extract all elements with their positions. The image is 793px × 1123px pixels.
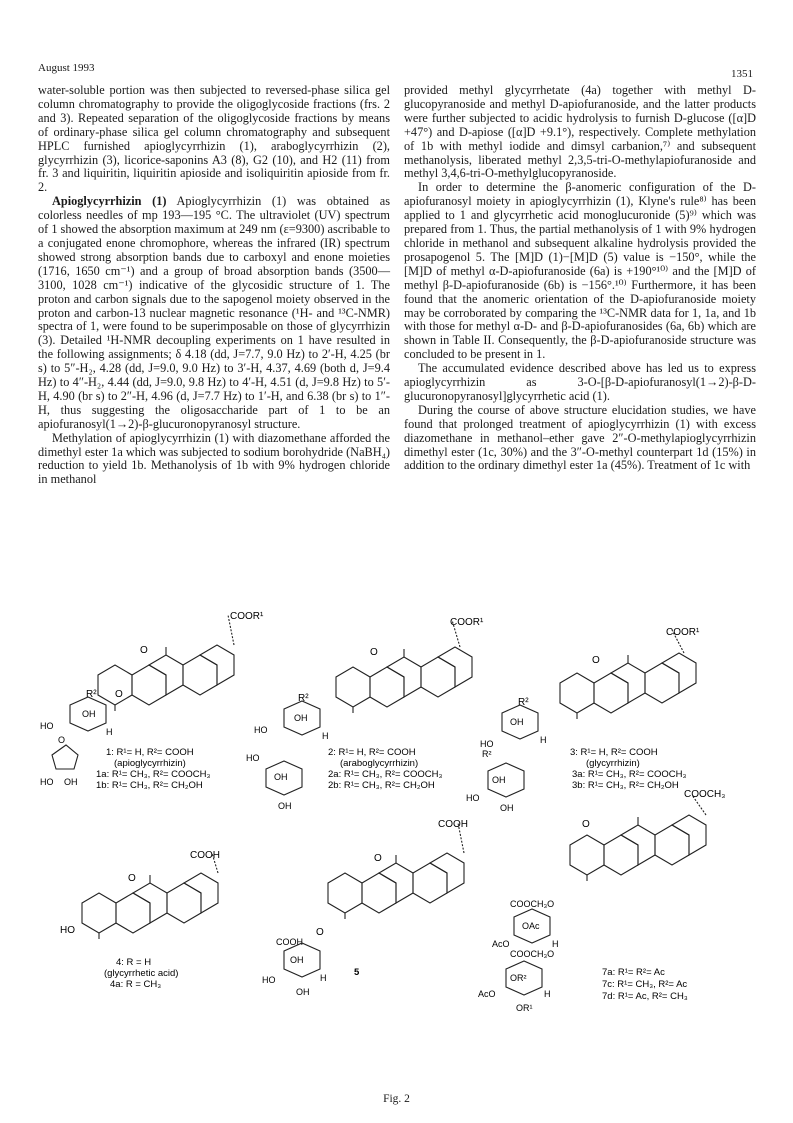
paragraph: water-soluble portion was then subjected to reversed-phase silica gel column chromatography to provide the oligoglycoside fractions (frs. 2 and 3). Repeated separation of the oligoglycoside fractions by means of ordinary-phase silica gel column chromatography and subsequent HPLC furnished apioglycyrrhizin (1), araboglycyrrhizin (2), glycyrrhizin (3), licorice-saponins A3 (8), G2 (10), and H2 (11) from fr. 3 and liquiritin, liquiritin apioside and isoliquiritin apioside from fr. 2. (38, 83, 390, 195)
paragraph: Methylation of apioglycyrrhizin (1) with diazomethane afforded the dimethyl ester 1a which was subjected to sodium borohydride (NaBH₄) reduction to yield 1b. Methanolysis of 1b with 9% hydrogen chloride in methanol (38, 430, 390, 487)
figure-structures (40, 605, 760, 1085)
right-column (404, 84, 756, 473)
atom-label: O (374, 853, 382, 864)
compound-label: 5 (354, 967, 360, 978)
atom-label: COOCH₃O (510, 899, 555, 909)
atom-label: O (58, 735, 66, 745)
structure-compound-2 (246, 617, 484, 811)
section-heading: Apioglycyrrhizin (1) (52, 194, 167, 209)
compound-label: 7a: R¹= R²= Ac (602, 967, 665, 978)
page-number: 1351 (731, 68, 753, 80)
atom-label: HO (254, 725, 268, 735)
compound-name: (glycyrrhizin) (586, 758, 640, 769)
atom-label: OH (294, 713, 308, 723)
substituent-label: COOR¹ (666, 627, 700, 638)
atom-label: H (544, 989, 551, 999)
atom-label: H (540, 735, 547, 745)
atom-label: HO (40, 721, 54, 731)
compound-label: 1b: R¹= CH₃, R²= CH₂OH (96, 780, 203, 791)
structure-compound-3 (466, 627, 700, 813)
atom-label: HO (262, 975, 276, 985)
compound-label: 2: R¹= H, R²= COOH (328, 747, 416, 758)
compound-label: 1a: R¹= CH₃, R²= COOCH₃ (96, 769, 211, 780)
atom-label: O (140, 645, 148, 656)
substituent-label: COOH (190, 850, 220, 861)
left-column (38, 84, 390, 487)
structure-compound-4 (60, 850, 220, 990)
atom-label: O (592, 655, 600, 666)
compound-label: 3b: R¹= CH₃, R²= CH₂OH (572, 780, 679, 791)
substituent-label: COOCH₃ (684, 789, 726, 800)
atom-label: R² (86, 689, 97, 700)
atom-label: HO (60, 925, 75, 936)
compound-label: 2b: R¹= CH₃, R²= CH₂OH (328, 780, 435, 791)
atom-label: OH (296, 987, 310, 997)
atom-label: OR¹ (516, 1003, 533, 1013)
paragraph: In order to determine the β-anomeric configuration of the D-apiofuranosyl moiety in apioglycyrrhizin (1), Klyne's rule⁸⁾ has been applied to 1 and glycyrrhetic acid monoglucuronide (5)⁹⁾ which was prepared from 1. Thus, the partial methanolysis of 1 with 9% hydrogen chloride in methanol and subsequent alkaline hydrolysis provided the prosapogenol 5. The [M]D (1)−[M]D (5) value is −150°, while the [M]D of methyl α-D-apiofuranoside (6a) is +190°¹⁰⁾ and the [M]D of methyl β-D-apiofuranoside (6b) is −156°.¹⁰⁾ Furthermore, it has been found that the anomeric orientation of the D-apiofuranoside moiety may be corroborated by comparing the ¹³C-NMR data for 1, 1a, and 1b with those for methyl α-D- and β-D-apiofuranosides (6a, 6b) which are shown in Table II. Consequently, the β-D-apiofuranoside structure was concluded to be present in 1. (404, 180, 756, 362)
atom-label: HO (466, 793, 480, 803)
atom-label: HO (246, 753, 260, 763)
atom-label: R² (518, 697, 529, 708)
compound-label: 4a: R = CH₃ (110, 979, 162, 990)
paragraph (38, 195, 390, 431)
figure-caption: Fig. 2 (383, 1093, 410, 1105)
atom-label: OH (278, 801, 292, 811)
atom-label: HO (40, 777, 54, 787)
compound-name: (apioglycyrrhizin) (114, 758, 186, 769)
structure-compound-5 (262, 819, 468, 997)
compound-label: 7d: R¹= Ac, R²= CH₃ (602, 991, 688, 1002)
structure-compound-7 (478, 789, 725, 1013)
compound-label: 4: R = H (116, 957, 152, 968)
chemical-structures-svg (40, 605, 760, 1085)
atom-label: OH (492, 775, 506, 785)
substituent-label: COOR¹ (230, 611, 264, 622)
atom-label: H (320, 973, 327, 983)
paragraph-text: Apioglycyrrhizin (1) was obtained as colorless needles of mp 193—195 °C. The ultraviolet (UV) spectrum of 1 showed the absorption maximum at 249 nm (ε=9300) ascribable to a conjugated enone chromophore, whereas the infrared (IR) spectrum showed strong absorption bands due to carboxyl and enone moieties (1716, 1650 cm⁻¹) and a group of broad absorption bands (3500—3100, 1028 cm⁻¹) indicative of the glycosidic structure of 1. The proton and carbon signals due to the sapogenol moiety observed in the proton and carbon-13 nuclear magnetic resonance (¹H- and ¹³C-NMR) spectra of 1, were found to be superimposable on those of glycyrrhizin (3). Detailed ¹H-NMR decoupling experiments on 1 have resulted in the following assignments; δ 4.18 (dd, J=7.7, 9.0 Hz) to 2′-H, 4.25 (br s) to 5″-H₂, 4.28 (dd, J=9.0, 9.0 Hz) to 3′-H, 4.37, 4.69 (both d, J=9.4 Hz) to 4″-H₂, 4.44 (dd, J=9.0, 9.8 Hz) to 4′-H, 4.51 (d, J=9.8 Hz) to 5′-H, 4.90 (br s) to 2″-H, 4.96 (d, J=7.7 Hz) to 1′-H, and 6.38 (br s) to 1″-H, thus suggesting the oligosaccharide part of 1 to be an apiofuranosyl(1→2)-β-glucuronopyranosyl structure. (38, 194, 390, 431)
substituent-label: COOH (438, 819, 468, 830)
atom-label: OH (82, 709, 96, 719)
paragraph: provided methyl glycyrrhetate (4a) together with methyl D-glucopyranoside and methyl D-apiofuranoside, and the latter products were further subjected to acidic hydrolysis to furnish D-glucose ([α]D +47°) and D-apiose ([α]D +9.1°), respectively. Complete methylation of 1b with methyl iodide and dimsyl carbanion,⁷⁾ and subsequent methanolysis, liberated methyl 2,3,5-tri-O-methylapiofuranoside and methyl 3,4,6-tri-O-methylglucopyranoside. (404, 83, 756, 181)
atom-label: R² (482, 749, 492, 759)
compound-label: 2a: R¹= CH₃, R²= COOCH₃ (328, 769, 443, 780)
atom-label: OH (500, 803, 514, 813)
atom-label: OH (510, 717, 524, 727)
atom-label: AcO (478, 989, 496, 999)
atom-label: R² (298, 693, 309, 704)
compound-name: (glycyrrhetic acid) (104, 968, 179, 979)
atom-label: H (106, 727, 113, 737)
substituent-label: COOR¹ (450, 617, 484, 628)
compound-label: 7c: R¹= CH₃, R²= Ac (602, 979, 688, 990)
atom-label: O (582, 819, 590, 830)
atom-label: O (115, 689, 123, 700)
atom-label: H (322, 731, 329, 741)
atom-label: O (370, 647, 378, 658)
running-header-date: August 1993 (38, 62, 95, 74)
atom-label: OAc (522, 921, 540, 931)
compound-label: 1: R¹= H, R²= COOH (106, 747, 194, 758)
atom-label: HO (480, 739, 494, 749)
atom-label: OH (64, 777, 78, 787)
atom-label: O (128, 873, 136, 884)
atom-label: H (552, 939, 559, 949)
atom-label: OR² (510, 973, 527, 983)
atom-label: COOCH₃O (510, 949, 555, 959)
atom-label: OH (290, 955, 304, 965)
compound-name: (araboglycyrrhizin) (340, 758, 419, 769)
paragraph: The accumulated evidence described above has led us to express apioglycyrrhizin as 3-O-[β-D-apiofuranosyl(1→2)-β-D-glucuronopyranosyl]glycyrrhetic acid (1). (404, 361, 756, 403)
compound-label: 3: R¹= H, R²= COOH (570, 747, 658, 758)
atom-label: AcO (492, 939, 510, 949)
paragraph: During the course of above structure elucidation studies, we have found that prolonged treatment of apioglycyrrhizin (1) with excess diazomethane in methanol–ether gave 2″-O-methylapioglycyrrhizin dimethyl ester (1c, 30%) and the 3″-O-methyl counterpart 1d (15%) in addition to the ordinary dimethyl ester 1a (45%). Treatment of 1c with (404, 402, 756, 473)
atom-label: O (316, 927, 324, 938)
atom-label: OH (274, 772, 288, 782)
structure-compound-1 (40, 611, 264, 791)
atom-label: COOH (276, 937, 303, 947)
compound-label: 3a: R¹= CH₃, R²= COOCH₃ (572, 769, 687, 780)
